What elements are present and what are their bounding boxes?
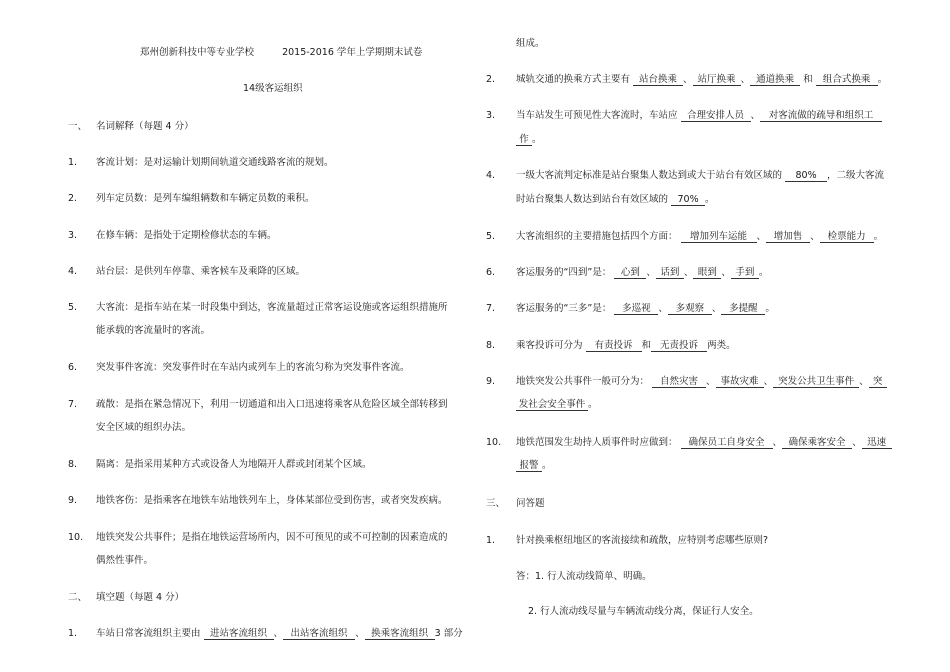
section3-title: 问答题 [516, 498, 545, 509]
separator: 、 [859, 376, 869, 387]
fill-question-7 [516, 303, 775, 315]
answer-blank: 确保乘客安全 [782, 437, 852, 449]
section1-marker: 一、 [68, 121, 88, 132]
separator: 和 [641, 340, 652, 351]
question-text: 。 [532, 134, 542, 145]
answer-blank: 作 [516, 134, 532, 146]
fill-question-8 [516, 340, 736, 352]
question-number: 5. [486, 231, 496, 242]
question-text: 客运服务的“三多”是： [516, 303, 612, 314]
question-text: 。 [765, 303, 775, 314]
question-text: 地铁范围发生劫持人质事件时应做到： [516, 437, 678, 448]
answer-blank: 发社会安全事件 [516, 399, 588, 411]
answer-blank: 70% [671, 194, 705, 206]
answer-blank: 事故灾难 [716, 376, 764, 388]
answer-blank: 眼到 [693, 267, 721, 279]
fill-question-4-cont [516, 194, 715, 206]
item-number: 3. [68, 230, 78, 241]
item-number: 6. [68, 362, 78, 373]
definition-text: 列车定员数：是列车编组辆数和车辆定员数的乘积。 [96, 193, 315, 204]
answer-blank: 心到 [614, 267, 646, 279]
separator: 、 [852, 437, 862, 448]
item-number: 4. [68, 266, 78, 277]
question-number: 2. [486, 74, 496, 85]
question-text: 客运服务的“四到”是： [516, 267, 612, 278]
separator: 、 [646, 267, 656, 278]
item-number: 1. [68, 157, 78, 168]
separator: 、 [273, 628, 284, 639]
question-text: 时站台聚集人数达到站台有效区域的 [516, 194, 669, 205]
answer-line-1: 答：1. 行人流动线简单、明确。 [516, 571, 652, 582]
fill-question-6 [516, 267, 768, 279]
answer-blank: 话到 [656, 267, 684, 279]
answer-blank: 无责投诉 [651, 340, 707, 352]
separator: 、 [658, 303, 668, 314]
fill-question-10 [516, 437, 892, 449]
item-number: 8. [68, 459, 78, 470]
answer-blank: 突 [869, 376, 887, 388]
answer-blank: 手到 [731, 267, 759, 279]
question-number: 8. [486, 340, 496, 351]
course-name: 14级客运组织 [243, 83, 303, 94]
question-text: 当车站发生可预见性大客流时，车站应 [516, 110, 678, 121]
answer-blank: 站台换乘 [633, 74, 683, 86]
answer-blank: 组合式换乘 [816, 74, 878, 86]
section2-marker: 二、 [68, 592, 88, 603]
answer-blank: 确保员工自身安全 [681, 437, 773, 449]
definition-text-cont: 能承载的客流量时的客流。 [96, 325, 211, 336]
definition-text: 大客流：是指车站在某一时段集中到达，客流量超过正常客运设施或客运组织措施所 [96, 302, 448, 313]
question-text: ，二级大客流 [827, 170, 885, 181]
definition-text: 隔离：是指采用某种方式或设备人为地隔开人群或封闭某个区域。 [96, 459, 372, 470]
answer-blank: 换乘客流组织 [365, 628, 435, 640]
separator: 、 [683, 74, 693, 85]
question-text: 车站日常客流组织主要由 [96, 628, 201, 639]
exam-term: 2015-2016 学年上学期期末试卷 [282, 47, 423, 58]
separator: 、 [772, 437, 783, 448]
section3-marker: 三、 [486, 498, 506, 509]
answer-line-2: 2. 行人流动线尽量与车辆流动线分离，保证行人安全。 [528, 606, 759, 617]
answer-blank: 自然灾害 [652, 376, 706, 388]
fill-question-3-cont [516, 134, 542, 146]
question-text: 大客流组织的主要措施包括四个方面： [516, 231, 678, 242]
fill-question-9 [516, 376, 887, 388]
fill-question-9-cont [516, 399, 598, 411]
definition-text: 站台层：是供列车停靠、乘客候车及乘降的区域。 [96, 266, 306, 277]
question-text: 。 [877, 74, 888, 85]
question-text: 。 [873, 231, 884, 242]
fill-question-1 [96, 628, 463, 640]
question-text: 地铁突发公共事件一般可分为： [516, 376, 650, 387]
answer-blank: 多提醒 [721, 303, 765, 315]
answer-blank: 进站客流组织 [204, 628, 274, 640]
answer-blank: 通道换乘 [750, 74, 800, 86]
fill-question-5 [516, 231, 883, 243]
separator: 和 [803, 74, 813, 85]
separator: 、 [756, 231, 767, 242]
fill-question-3 [516, 110, 882, 122]
answer-blank: 多巡视 [614, 303, 658, 315]
definition-text: 疏散：是指在紧急情况下，利用一切通道和出入口迅速将乘客从危险区域全部转移到 [96, 399, 448, 410]
school-name: 郑州创新科技中等专业学校 [140, 47, 255, 58]
separator: 、 [763, 376, 774, 387]
separator: 、 [810, 231, 820, 242]
question-text: 一级大客流判定标准是站台聚集人数达到或大于站台有效区域的 [516, 170, 783, 181]
answer-blank: 站厅换乘 [693, 74, 741, 86]
answer-blank: 检票能力 [820, 231, 874, 243]
definition-text-cont: 安全区域的组织办法。 [96, 422, 192, 433]
answer-blank: 多观察 [668, 303, 712, 315]
question-number: 7. [486, 303, 496, 314]
answer-blank: 80% [785, 170, 827, 182]
question-text: 。 [705, 194, 715, 205]
section2-title: 填空题（每题 4 分） [96, 592, 185, 603]
separator: 、 [721, 267, 731, 278]
section1-title: 名词解释（每题 4 分） [96, 121, 194, 132]
separator: 、 [355, 628, 365, 639]
question-text: 乘客投诉可分为 [516, 340, 583, 351]
separator: 、 [740, 74, 751, 85]
question-number: 10. [486, 437, 502, 448]
definition-text: 地铁客伤：是指乘客在地铁车站地铁列车上，身体某部位受到伤害，或者突发疾病。 [96, 495, 448, 506]
separator: 、 [711, 303, 722, 314]
definition-text: 客流计划：是对运输计划期间轨道交通线路客流的规划。 [96, 157, 334, 168]
question-number: 1. [486, 535, 496, 546]
separator: 、 [750, 110, 761, 121]
definition-text: 在修车辆：是指处于定期检修状态的车辆。 [96, 230, 277, 241]
answer-blank: 突发公共卫生事件 [773, 376, 859, 388]
item-number: 10. [68, 532, 84, 543]
answer-blank: 有责投诉 [586, 340, 642, 352]
answer-blank: 对客流做的疏导和组织工 [760, 110, 882, 122]
separator: 、 [706, 376, 716, 387]
item-number: 9. [68, 495, 78, 506]
answer-blank: 出站客流组织 [283, 628, 355, 640]
question-text: 。 [758, 267, 769, 278]
fill-question-2 [516, 74, 887, 86]
item-number: 7. [68, 399, 78, 410]
question-text: 两类。 [707, 340, 736, 351]
item-number: 2. [68, 193, 78, 204]
question-number: 1. [68, 628, 78, 639]
exam-title [140, 47, 422, 59]
question-text: 城轨交通的换乘方式主要有 [516, 74, 631, 85]
essay-question-1: 针对换乘枢纽地区的客流接续和疏散，应特别考虑哪些原则? [516, 535, 769, 546]
answer-blank: 增加列车运能 [681, 231, 757, 243]
separator: 、 [683, 267, 694, 278]
question-text: 3 部分 [434, 628, 463, 639]
definition-text-cont: 偶然性事件。 [96, 555, 154, 566]
question-number: 9. [486, 376, 496, 387]
question-number: 3. [486, 110, 496, 121]
question-number: 6. [486, 267, 496, 278]
answer-blank: 合理安排人员 [681, 110, 751, 122]
fill-question-4 [516, 170, 884, 182]
definition-text: 地铁突发公共事件；是指在地铁运营场所内，因不可预见的或不可控制的因素造成的 [96, 532, 448, 543]
answer-blank: 增加售 [766, 231, 810, 243]
answer-blank: 迅速 [862, 437, 892, 449]
question-text: 。 [542, 460, 552, 471]
answer-blank: 报警 [516, 460, 542, 472]
fill-question-10-cont [516, 460, 552, 472]
definition-text: 突发事件客流：突发事件时在车站内或列车上的客流匀称为突发事件客流。 [96, 362, 410, 373]
item-number: 5. [68, 302, 78, 313]
question-text: 。 [588, 399, 598, 410]
question-number: 4. [486, 170, 496, 181]
question-text-cont: 组成。 [516, 38, 545, 49]
